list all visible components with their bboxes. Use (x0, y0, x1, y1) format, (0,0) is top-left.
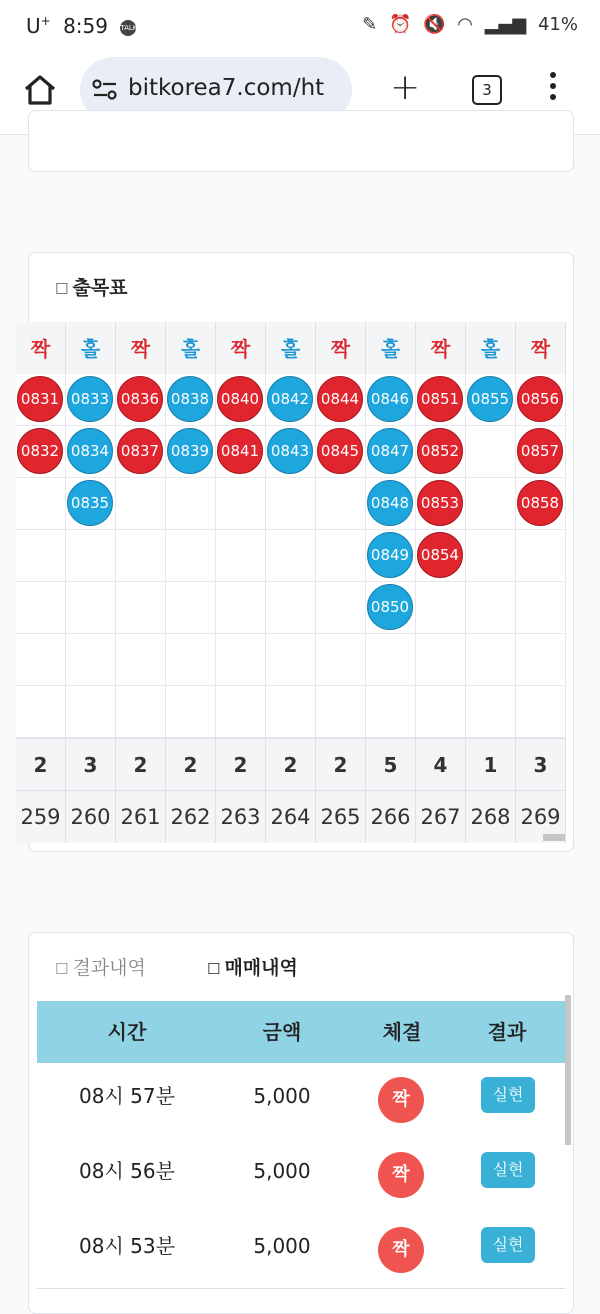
result-ball: 0837 (117, 428, 163, 474)
grid-cell (16, 530, 66, 582)
pick-badge: 짝 (378, 1077, 424, 1123)
trade-row (37, 1063, 565, 1139)
result-board-card (20, 252, 574, 852)
grid-cell (16, 634, 66, 686)
url-text: bitkorea7.com/ht (128, 75, 325, 101)
grid-cell (16, 478, 66, 530)
grid-cell (216, 530, 266, 582)
grid-cell (466, 582, 516, 634)
tab-count-button[interactable]: 3 (472, 75, 502, 105)
grid-cell (66, 374, 116, 426)
grid-cell (316, 478, 366, 530)
result-ball: 0849 (367, 532, 413, 578)
trade-time: 08시 53분 (79, 1234, 175, 1258)
round-number: 264 (266, 790, 316, 843)
result-ball: 0858 (517, 480, 563, 526)
result-ball: 0850 (367, 584, 413, 630)
result-ball: 0857 (517, 428, 563, 474)
trade-time: 08시 56분 (79, 1159, 175, 1183)
grid-cell (416, 530, 466, 582)
trade-amount: 5,000 (253, 1234, 311, 1258)
column-header: 짝 (516, 322, 566, 375)
round-number: 263 (216, 790, 266, 843)
grid-cell (316, 634, 366, 686)
column-header: 홀 (466, 322, 516, 375)
grid-cell (366, 686, 416, 738)
grid-cell (116, 582, 166, 634)
grid-cell (166, 426, 216, 478)
round-number: 265 (316, 790, 366, 843)
grid-cell (116, 530, 166, 582)
result-tab-icon: ☐ (55, 960, 69, 978)
result-ball: 0839 (167, 428, 213, 474)
list-icon: ☐ (55, 280, 69, 298)
column-header: 홀 (266, 322, 316, 375)
result-ball: 0840 (217, 376, 263, 422)
result-ball: 0856 (517, 376, 563, 422)
result-badge: 실현 (481, 1077, 535, 1113)
status-left (26, 14, 136, 38)
result-ball: 0845 (317, 428, 363, 474)
grid-cell (16, 686, 66, 738)
round-number: 268 (466, 790, 516, 843)
grid-cell (266, 686, 316, 738)
grid-cell (166, 634, 216, 686)
pen-icon: ✎ (362, 14, 378, 35)
header-result: 결과 (487, 1020, 527, 1044)
result-ball: 0852 (417, 428, 463, 474)
wifi-icon: ◠ (457, 14, 473, 35)
carrier-label: U (26, 14, 41, 38)
board-column (416, 322, 466, 842)
more-menu-icon[interactable] (548, 72, 558, 112)
grid-cell (466, 478, 516, 530)
grid-cell (416, 374, 466, 426)
grid-cell (416, 634, 466, 686)
pick-badge: 짝 (378, 1227, 424, 1273)
grid-cell (116, 478, 166, 530)
trade-amount: 5,000 (253, 1159, 311, 1183)
column-header: 짝 (16, 322, 66, 375)
grid-cell (416, 478, 466, 530)
grid-cell (416, 686, 466, 738)
board-column (216, 322, 266, 842)
pick-badge: 짝 (378, 1152, 424, 1198)
board-column (116, 322, 166, 842)
grid-cell (16, 426, 66, 478)
grid-cell (166, 478, 216, 530)
grid-cell (16, 582, 66, 634)
grid-cell (516, 374, 566, 426)
grid-cell (266, 582, 316, 634)
tab-trade-label: 매매내역 (224, 957, 298, 979)
board-column (316, 322, 366, 842)
trade-row (37, 1138, 565, 1214)
streak-count: 2 (16, 738, 66, 791)
column-header: 홀 (366, 322, 416, 375)
grid-cell (66, 686, 116, 738)
column-header: 짝 (416, 322, 466, 375)
grid-cell (266, 530, 316, 582)
round-number: 269 (516, 790, 566, 843)
grid-cell (216, 582, 266, 634)
grid-cell (516, 426, 566, 478)
grid-cell (216, 634, 266, 686)
grid-cell (166, 374, 216, 426)
tab-trade-history[interactable] (207, 953, 298, 980)
site-settings-icon[interactable] (92, 79, 118, 101)
grid-cell (516, 686, 566, 738)
grid-cell (316, 426, 366, 478)
result-ball: 0848 (367, 480, 413, 526)
grid-cell (166, 686, 216, 738)
grid-cell (466, 426, 516, 478)
result-ball: 0831 (17, 376, 63, 422)
streak-count: 2 (166, 738, 216, 791)
column-header: 짝 (116, 322, 166, 375)
result-ball: 0853 (417, 480, 463, 526)
tab-result-history[interactable] (55, 953, 146, 980)
status-time: 8:59 (63, 14, 108, 38)
grid-cell (166, 530, 216, 582)
result-ball: 0838 (167, 376, 213, 422)
grid-cell (516, 582, 566, 634)
grid-cell (366, 374, 416, 426)
result-ball: 0836 (117, 376, 163, 422)
grid-cell (116, 426, 166, 478)
carrier-sup: + (40, 14, 51, 28)
round-number: 266 (366, 790, 416, 843)
grid-cell (216, 478, 266, 530)
board-column (366, 322, 416, 842)
board-column (266, 322, 316, 842)
trade-time: 08시 57분 (79, 1084, 175, 1108)
board-title-text: 출목표 (72, 277, 128, 299)
grid-cell (66, 478, 116, 530)
streak-count: 2 (216, 738, 266, 791)
streak-count: 3 (516, 738, 566, 791)
grid-cell (466, 374, 516, 426)
trade-history-card (28, 932, 574, 1314)
grid-cell (466, 634, 516, 686)
trade-amount: 5,000 (253, 1084, 311, 1108)
result-ball: 0835 (67, 480, 113, 526)
grid-cell (266, 634, 316, 686)
grid-cell (416, 582, 466, 634)
mute-icon: 🔇 (423, 14, 446, 35)
talk-icon: TALK (120, 20, 136, 36)
grid-cell (516, 530, 566, 582)
trade-row (37, 1213, 565, 1289)
status-bar (0, 0, 600, 52)
grid-cell (266, 478, 316, 530)
grid-cell (316, 530, 366, 582)
round-number: 267 (416, 790, 466, 843)
result-ball: 0847 (367, 428, 413, 474)
vertical-scrollbar[interactable] (565, 995, 571, 1145)
grid-cell (116, 634, 166, 686)
grid-cell (216, 686, 266, 738)
battery-level: 41% (537, 14, 578, 35)
grid-cell (366, 478, 416, 530)
board-column (66, 322, 116, 842)
column-header: 짝 (216, 322, 266, 375)
grid-cell (316, 582, 366, 634)
previous-card (28, 110, 574, 172)
grid-cell (466, 530, 516, 582)
grid-cell (66, 582, 116, 634)
result-ball: 0855 (467, 376, 513, 422)
tab-result-label: 결과내역 (72, 957, 146, 979)
round-number: 261 (116, 790, 166, 843)
column-header: 홀 (166, 322, 216, 375)
streak-count: 5 (366, 738, 416, 791)
result-ball: 0833 (67, 376, 113, 422)
header-time: 시간 (107, 1020, 147, 1044)
result-badge: 실현 (481, 1227, 535, 1263)
grid-cell (366, 582, 416, 634)
grid-cell (266, 374, 316, 426)
grid-cell (466, 686, 516, 738)
new-tab-icon[interactable]: + (390, 67, 421, 108)
result-ball: 0842 (267, 376, 313, 422)
board-column (466, 322, 516, 842)
grid-cell (516, 634, 566, 686)
result-ball: 0843 (267, 428, 313, 474)
home-icon[interactable] (22, 72, 58, 108)
grid-cell (116, 374, 166, 426)
horizontal-scrollbar[interactable] (543, 834, 565, 841)
trade-tab-icon: ☐ (207, 960, 221, 978)
streak-count: 1 (466, 738, 516, 791)
streak-count: 2 (266, 738, 316, 791)
grid-cell (316, 374, 366, 426)
grid-cell (316, 686, 366, 738)
grid-cell (366, 634, 416, 686)
header-amount: 금액 (262, 1020, 302, 1044)
result-ball: 0841 (217, 428, 263, 474)
streak-count: 2 (116, 738, 166, 791)
result-ball: 0851 (417, 376, 463, 422)
header-pick: 체결 (382, 1020, 422, 1044)
result-badge: 실현 (481, 1152, 535, 1188)
round-number: 262 (166, 790, 216, 843)
trade-table-header (37, 1001, 565, 1063)
result-ball: 0854 (417, 532, 463, 578)
status-right (356, 14, 578, 35)
board-column (516, 322, 566, 842)
grid-cell (216, 426, 266, 478)
grid-cell (216, 374, 266, 426)
streak-count: 2 (316, 738, 366, 791)
board-title (55, 273, 128, 300)
result-ball: 0834 (67, 428, 113, 474)
result-ball: 0844 (317, 376, 363, 422)
board-column (16, 322, 66, 842)
grid-cell (166, 582, 216, 634)
alarm-icon: ⏰ (388, 14, 412, 35)
column-header: 짝 (316, 322, 366, 375)
board-column (166, 322, 216, 842)
grid-cell (66, 634, 116, 686)
grid-cell (416, 426, 466, 478)
grid-cell (366, 426, 416, 478)
grid-cell (366, 530, 416, 582)
round-number: 259 (16, 790, 66, 843)
grid-cell (266, 426, 316, 478)
result-grid[interactable] (20, 322, 565, 842)
streak-count: 4 (416, 738, 466, 791)
round-number: 260 (66, 790, 116, 843)
signal-icon: ▂▄▆ (484, 14, 527, 35)
result-ball: 0846 (367, 376, 413, 422)
result-ball: 0832 (17, 428, 63, 474)
grid-cell (116, 686, 166, 738)
grid-cell (66, 530, 116, 582)
grid-cell (16, 374, 66, 426)
column-header: 홀 (66, 322, 116, 375)
streak-count: 3 (66, 738, 116, 791)
grid-cell (66, 426, 116, 478)
grid-cell (516, 478, 566, 530)
